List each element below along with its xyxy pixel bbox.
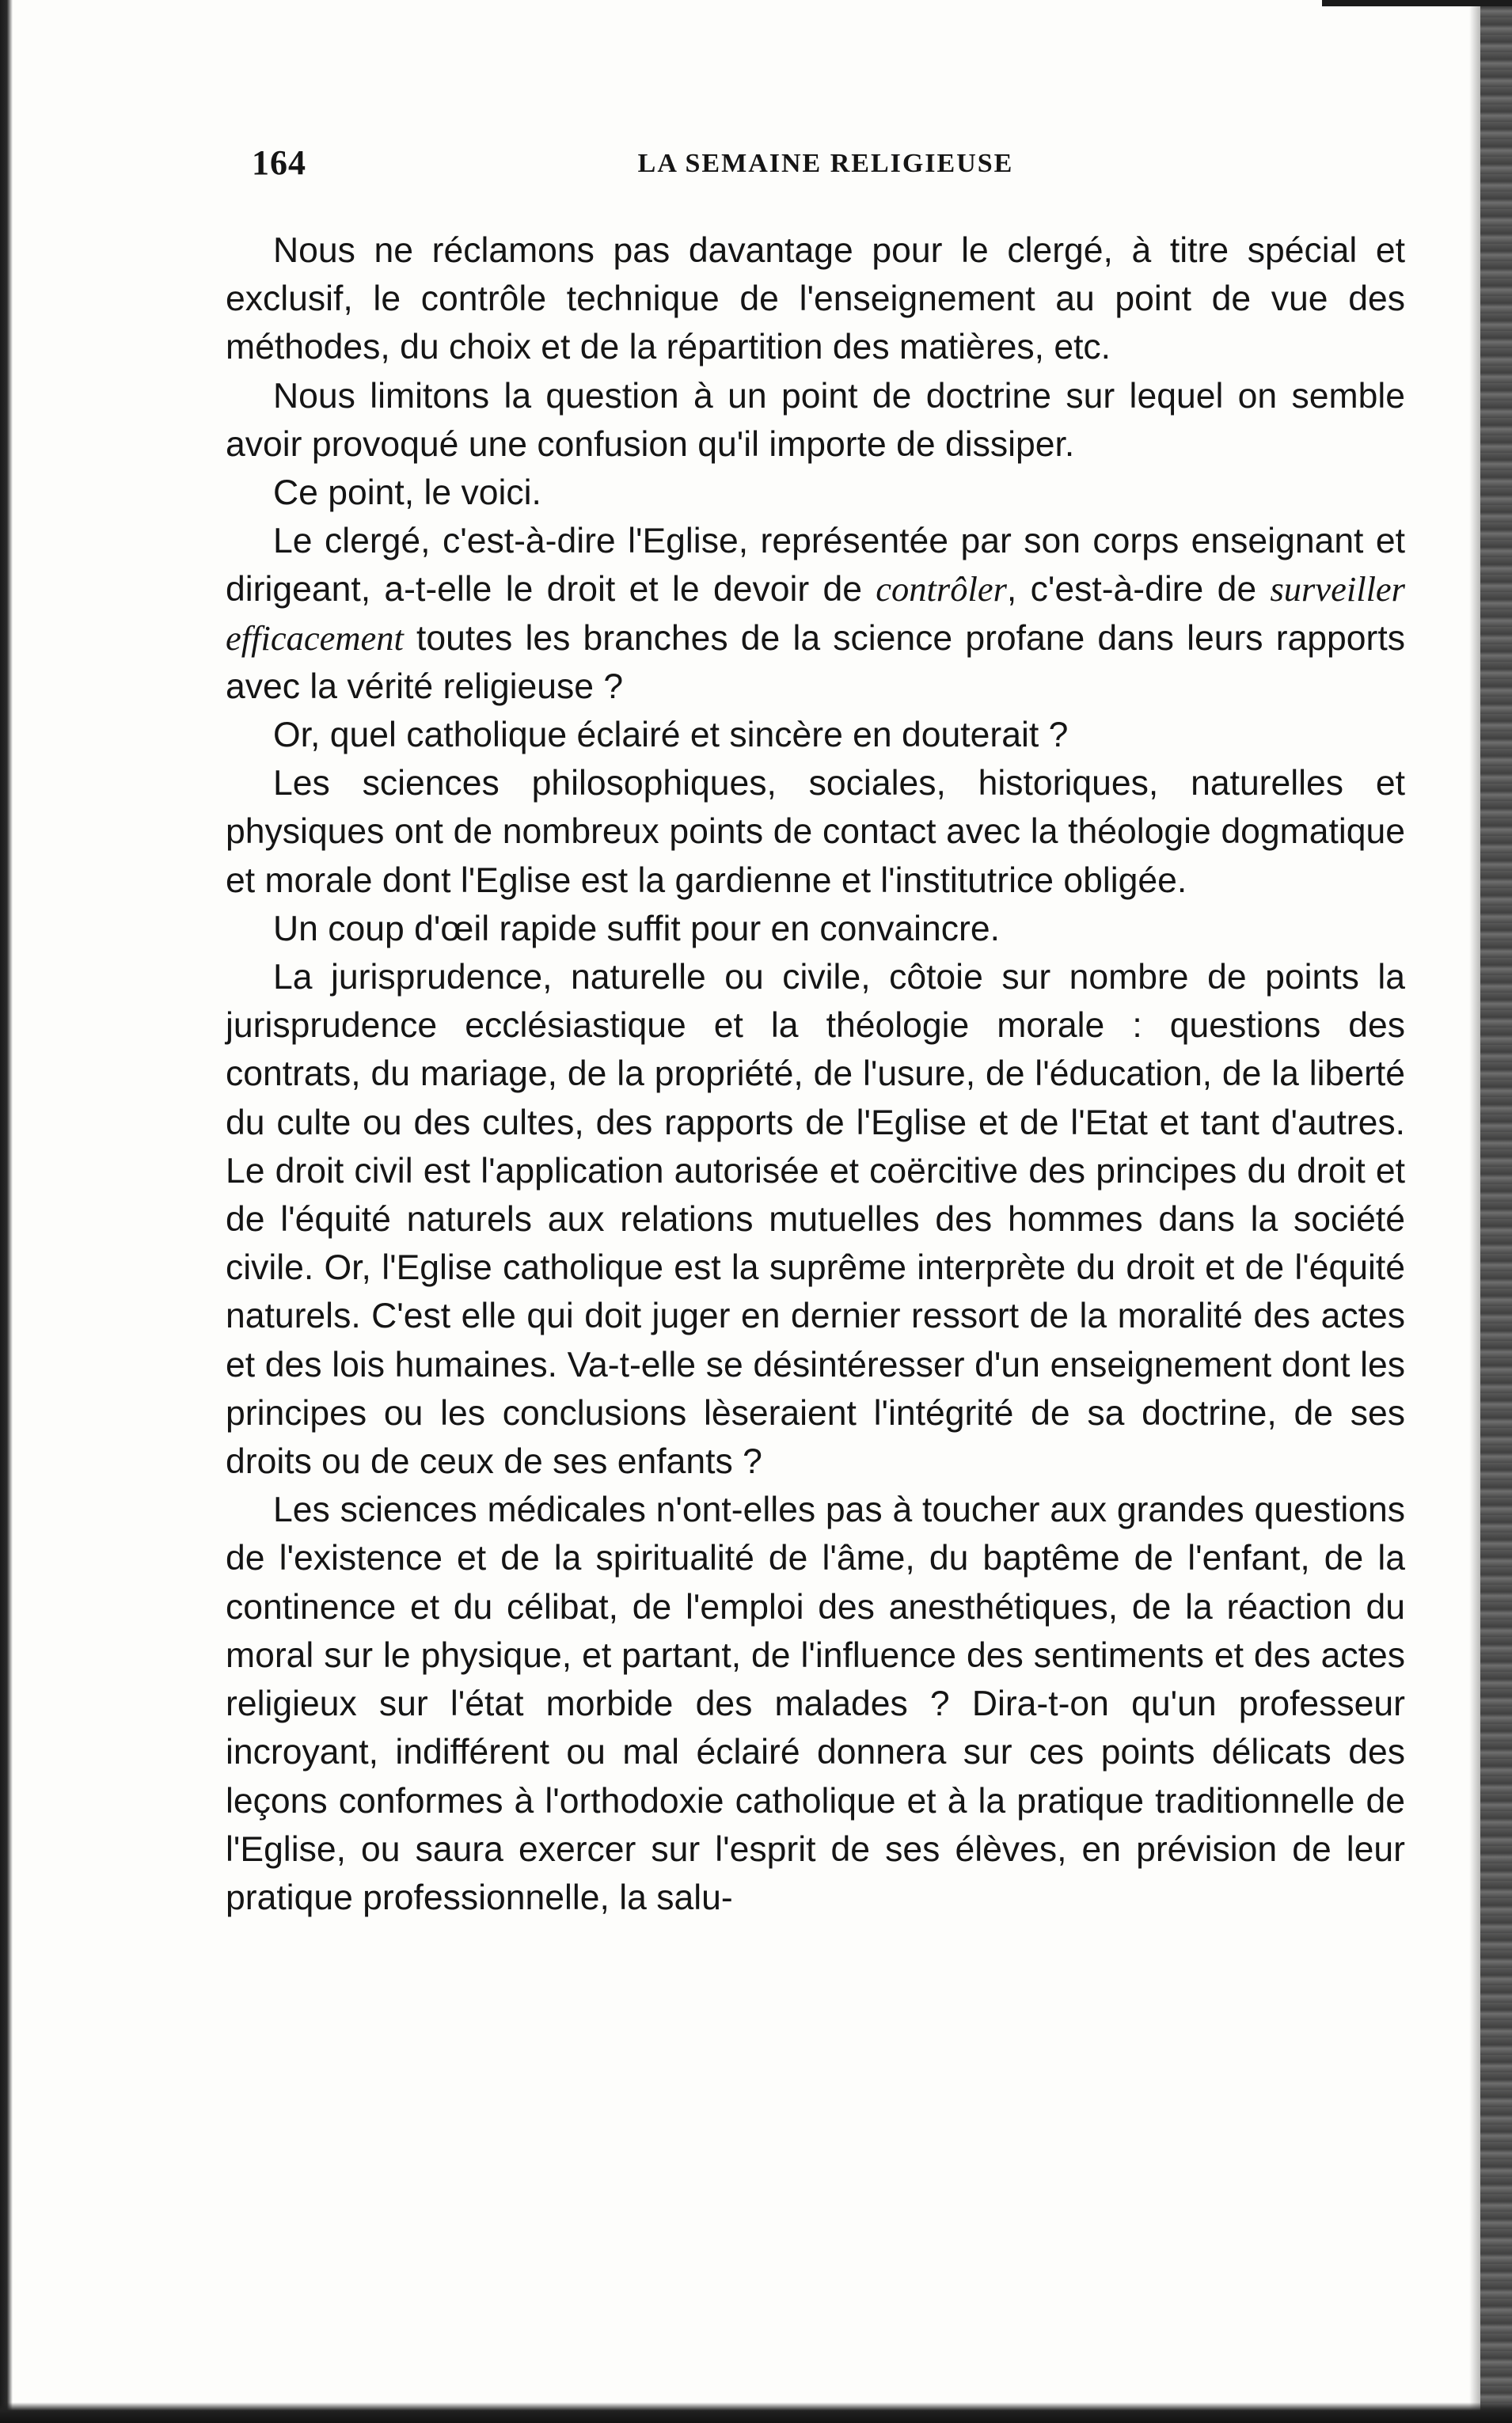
scan-edge-right [1480, 0, 1512, 2423]
page-number: 164 [252, 143, 306, 182]
paragraph: Or, quel catholique éclairé et sincère en douterait ? [273, 716, 1069, 755]
paragraph: Les sciences médicales n'ont-elles pas à toucher aux grandes questions de l'existence et de la spiritualité de l'âme, du baptême de l'enfant, de la continence et du célibat, de l'emploi des anesthétiques, de la réaction du moral sur le physique, et partant, de l'influence des sentiments et des actes religieux sur l'état morbide des malades ? Dira-t-on qu'un professeur incroyant, indifférent ou mal éclairé donnera sur ces points délicats des leçons conformes à l'orthodoxie catholique et à la pratique traditionnelle de l'Eglise, ou saura exercer sur l'esprit de ses élèves, en prévision de leur pratique professionnelle, la salu- [226, 1491, 1405, 1917]
running-head [252, 142, 1352, 190]
body-text [226, 226, 1405, 1922]
paragraph: Un coup d'œil rapide suffit pour en convaincre. [273, 909, 1000, 948]
paragraph-text: toutes les branches de la science profane dans leurs rapports avec la vérité religieuse ? [226, 618, 1405, 706]
scan-edge-left [0, 0, 13, 2423]
paragraph-with-emphasis [226, 517, 1405, 711]
paragraph: Nous ne réclamons pas davantage pour le clergé, à titre spécial et exclusif, le contrôle technique de l'enseignement au point de vue des méthodes, du choix et de la répartition des matières, etc. [226, 231, 1405, 367]
paragraph: La jurisprudence, naturelle ou civile, côtoie sur nombre de points la jurisprudence ecclésiastique et la théologie morale : questions des contrats, du mariage, de la propriété, de l'usure, de l'éducation, de la liberté du culte ou des cultes, des rapports de l'Eglise et de l'Etat et tant d'autres. Le droit civil est l'application autorisée et coërcitive des principes du droit et de l'équité naturels aux relations mutuelles des hommes dans la société civile. Or, l'Eglise catholique est la suprême interprète du droit et de l'équité naturels. C'est elle qui doit juger en dernier ressort de la moralité des actes et des lois humaines. Va-t-elle se désintéresser d'un enseignement dont les principes ou les conclusions lèseraient l'intégrité de sa doctrine, de ses droits ou de ceux de ses enfants ? [226, 958, 1405, 1482]
paragraph: Nous limitons la question à un point de doctrine sur lequel on semble avoir provoqué une confusion qu'il importe de dissiper. [226, 376, 1405, 464]
journal-title: LA SEMAINE RELIGIEUSE [637, 149, 1014, 178]
paragraph: Ce point, le voici. [273, 473, 541, 513]
paragraph-text: Le clergé, c'est-à-dire l'Eglise, représentée par son corps enseignant et dirigeant, a-t-elle le droit et le devoir de [226, 522, 1405, 610]
scan-edge-bottom [0, 2402, 1512, 2423]
paragraph-text: , c'est-à-dire de [1006, 570, 1271, 610]
scan-shadow-right [1469, 0, 1480, 2423]
emphasis-text: contrôler [876, 569, 1007, 610]
emphasis-text: surveiller efficacement [226, 569, 1406, 658]
paragraph: Les sciences philosophiques, sociales, historiques, naturelles et physiques ont de nombreux points de contact avec la théologie dogmatique et morale dont l'Eglise est la gardienne et l'institutrice obligée. [226, 764, 1405, 900]
scan-edge-top [1322, 0, 1512, 6]
